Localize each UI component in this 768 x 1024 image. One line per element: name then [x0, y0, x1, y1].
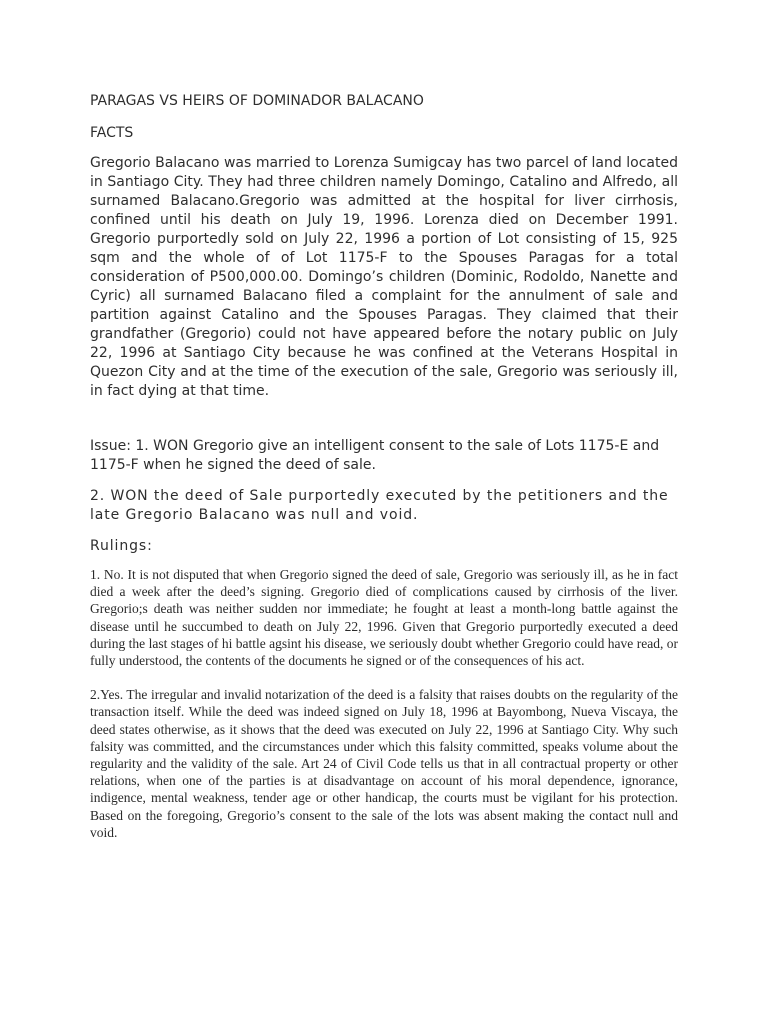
- ruling-one-paragraph: 1. No. It is not disputed that when Gregorio signed the deed of sale, Gregorio was seriously ill, as he in fact died a week after the deed’s signing. Gregorio died of complications caused by cirrhosis of the liver. Gregorio;s death was neither sudden nor immediate; he fought at least a month-long battle against the disease until he succumbed to death on July 22, 1996. Given that Gregorio purportedly executed a deed during the last stages of hi battle agsint his disease, we seriously doubt whether Gregorio could have read, or fully understood, the contents of the documents he signed or of the consequences of his act.: [90, 567, 678, 669]
- document-content: [90, 92, 678, 841]
- ruling-two-paragraph: 2.Yes. The irregular and invalid notarization of the deed is a falsity that raises doubts on the regularity of the transaction itself. While the deed was indeed signed on July 18, 1996 at Bayombong, Nueva Viscaya, the deed states otherwise, as it shows that the deed was executed on July 22, 1996 at Santiago City. Why such falsity was committed, and the circumstances under which this falsity committed, speaks volume about the regularity and the validity of the sale. Art 24 of Civil Code tells us that in all contractual property or other relations, when one of the parties is at disadvantage on account of his moral dependence, ignorance, indigence, mental weakness, tender age or other handicap, the courts must be vigilant for his protection. Based on the foregoing, Gregorio’s consent to the sale of the lots was absent making the contact null and void.: [90, 687, 678, 840]
- facts-paragraph: Gregorio Balacano was married to Lorenza Sumigcay has two parcel of land located in Santiago City. They had three children namely Domingo, Catalino and Alfredo, all surnamed Balacano.Gregorio was admitted at the hospital for liver cirrhosis, confined until his death on July 19, 1996. Lorenza died on December 1991. Gregorio purportedly sold on July 22, 1996 a portion of Lot consisting of 15, 925 sqm and the whole of of Lot 1175-F to the Spouses Paragas for a total consideration of P500,000.00. Domingo’s children (Dominic, Rodoldo, Nanette and Cyric) all surnamed Balacano filed a complaint for the annulment of sale and partition against Catalino and the Spouses Paragas. They claimed that their grandfather (Gregorio) could not have appeared before the notary public on July 22, 1996 at Santiago City because he was confined at the Veterans Hospital in Quezon City and at the time of the execution of the sale, Gregorio was seriously ill, in fact dying at that time.: [90, 155, 678, 399]
- rulings-heading: Rulings:: [90, 538, 153, 554]
- case-title: PARAGAS VS HEIRS OF DOMINADOR BALACANO: [90, 93, 424, 109]
- issue-two: 2. WON the deed of Sale purportedly executed by the petitioners and the late Gregorio Balacano was null and void.: [90, 488, 669, 523]
- issue-one: Issue: 1. WON Gregorio give an intelligent consent to the sale of Lots 1175-E and 1175-F when he signed the deed of sale.: [90, 438, 660, 473]
- facts-heading: FACTS: [90, 125, 134, 141]
